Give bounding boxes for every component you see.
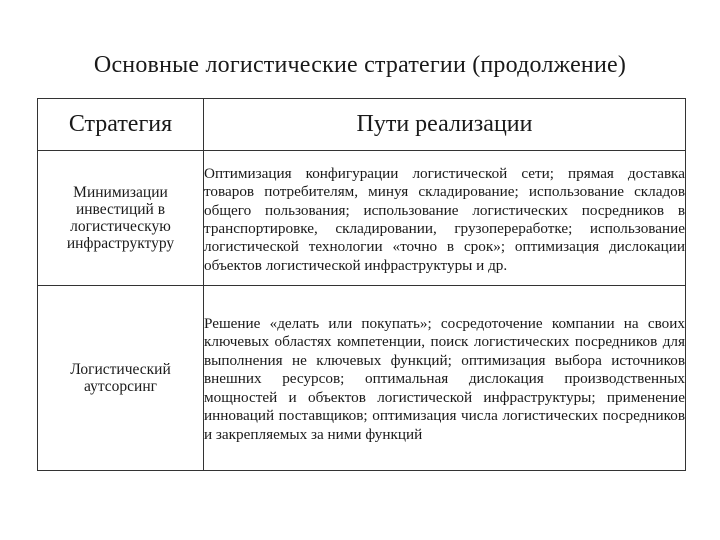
ways-cell [204,151,686,286]
table-row [38,151,686,286]
ways-cell [204,286,686,471]
ways-text: Оптимизация конфигурации логистической сети; прямая доставка товаров потребителям, минуя складирование; использование складов общего пользования; использование логистических посредников в транспортировке, складировании, грузопереработке; использование логистической технологии «точно в срок»; оптимизация дислокации объектов логистической инфраструктуры и др. [204,164,685,274]
strategy-cell: Минимизации инвестиций в логистическую инфраструктуру [38,151,204,286]
table-header-row [38,99,686,151]
header-strategy: Стратегия [38,99,204,151]
header-ways: Пути реализации [204,99,686,151]
strategy-table [37,98,686,471]
table-row [38,286,686,471]
slide-title: Основные логистические стратегии (продолжение) [93,52,627,78]
ways-text: Решение «делать или покупать»; сосредоточение компании на своих ключевых областях компетенции, поиск логистических посредников для выполнения не ключевых функций; оптимизация выбора источников внешних ресурсов; оптимальная дислокация производственных мощностей и объектов логистической инфраструктуры; применение инноваций поставщиков; оптимизация числа логистических посредников и закрепляемых за ними функций [204,315,685,443]
strategy-cell: Логистический аутсорсинг [38,286,204,471]
